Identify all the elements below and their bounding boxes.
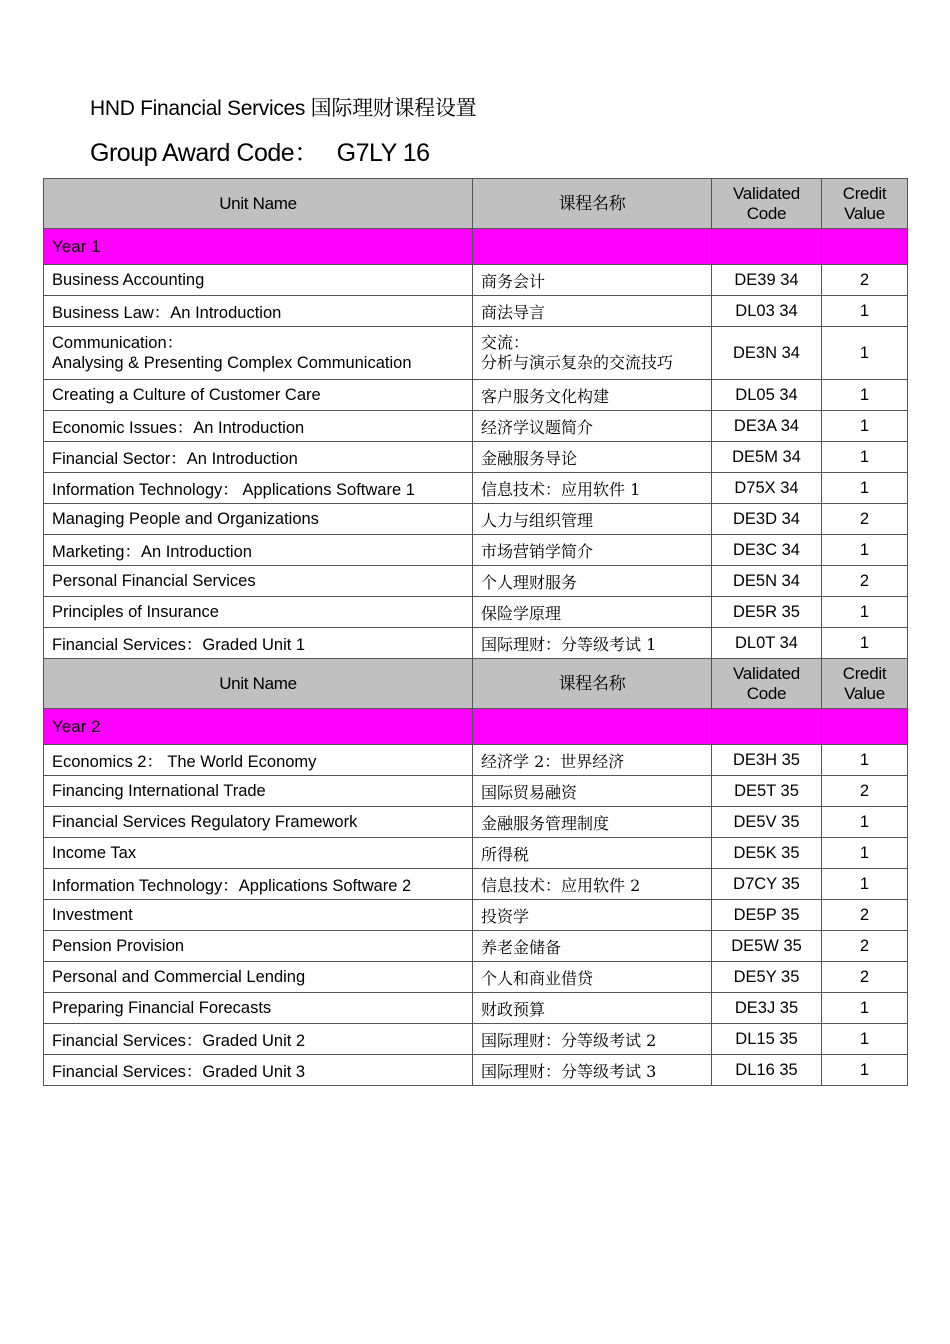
unit-name-line: Communication：	[52, 334, 184, 352]
credit-value-cell: 2	[822, 962, 908, 993]
credit-value-cell: 1	[822, 1055, 908, 1086]
course-name-cell: 养老金储备	[473, 931, 712, 962]
course-name-cell	[473, 327, 712, 380]
unit-name-cell: Financial Services：Graded Unit 3	[44, 1055, 473, 1086]
year-section-row	[44, 229, 908, 265]
course-name-cell: 国际理财：分等级考试 3	[473, 1055, 712, 1086]
validated-code-cell: DL15 35	[712, 1024, 822, 1055]
unit-name-cell: Income Tax	[44, 838, 473, 869]
table-row	[44, 380, 908, 411]
course-name-cell: 所得税	[473, 838, 712, 869]
year-blank-cell	[473, 229, 712, 265]
validated-code-cell: DL16 35	[712, 1055, 822, 1086]
table-row	[44, 473, 908, 504]
validated-code-cell: DE3J 35	[712, 993, 822, 1024]
credit-value-cell: 2	[822, 265, 908, 296]
unit-name-cell: Economics 2： The World Economy	[44, 745, 473, 776]
course-name-cell: 商务会计	[473, 265, 712, 296]
course-name-cell: 金融服务管理制度	[473, 807, 712, 838]
credit-value-cell: 2	[822, 566, 908, 597]
table-row	[44, 535, 908, 566]
unit-name-cell: Information Technology： Applications Software 1	[44, 473, 473, 504]
course-name-cell: 人力与组织管理	[473, 504, 712, 535]
table-row	[44, 838, 908, 869]
table-row	[44, 745, 908, 776]
course-name-cell: 信息技术：应用软件 1	[473, 473, 712, 504]
course-name-cell: 财政预算	[473, 993, 712, 1024]
credit-value-cell: 2	[822, 931, 908, 962]
year-blank-cell	[473, 709, 712, 745]
table-row	[44, 265, 908, 296]
course-name-line: 交流：	[481, 333, 530, 352]
credit-value-cell: 1	[822, 597, 908, 628]
validated-code-cell: DE39 34	[712, 265, 822, 296]
table-row	[44, 962, 908, 993]
credit-value-cell: 1	[822, 296, 908, 327]
validated-code-cell: DE5V 35	[712, 807, 822, 838]
validated-code-cell: DE5P 35	[712, 900, 822, 931]
course-name-cell: 个人和商业借贷	[473, 962, 712, 993]
course-name-cell: 客户服务文化构建	[473, 380, 712, 411]
table-row	[44, 776, 908, 807]
year-blank-cell	[822, 229, 908, 265]
unit-name-cell: Personal Financial Services	[44, 566, 473, 597]
credit-value-cell: 2	[822, 900, 908, 931]
table-row	[44, 411, 908, 442]
course-name-cell: 经济学 2：世界经济	[473, 745, 712, 776]
course-name-cell: 国际理财：分等级考试 1	[473, 628, 712, 659]
credit-value-cell: 2	[822, 504, 908, 535]
table-header-row	[44, 179, 908, 229]
credit-value-cell: 1	[822, 442, 908, 473]
credit-value-cell: 1	[822, 869, 908, 900]
header-validated-code: Validated Code	[712, 179, 822, 229]
validated-code-cell: DE3A 34	[712, 411, 822, 442]
validated-code-cell: DE5W 35	[712, 931, 822, 962]
table-row	[44, 597, 908, 628]
credit-value-cell: 2	[822, 776, 908, 807]
unit-name-line: Analysing & Presenting Complex Communication	[52, 354, 412, 372]
unit-name-cell: Investment	[44, 900, 473, 931]
course-name-cell: 保险学原理	[473, 597, 712, 628]
unit-name-cell: Principles of Insurance	[44, 597, 473, 628]
unit-name-cell: Pension Provision	[44, 931, 473, 962]
year-blank-cell	[712, 709, 822, 745]
document-title: HND Financial Services 国际理财课程设置	[90, 97, 477, 120]
course-name-cell: 金融服务导论	[473, 442, 712, 473]
table-row	[44, 566, 908, 597]
validated-code-cell: DE5M 34	[712, 442, 822, 473]
course-name-cell: 投资学	[473, 900, 712, 931]
unit-name-cell: Economic Issues：An Introduction	[44, 411, 473, 442]
validated-code-cell: DE3H 35	[712, 745, 822, 776]
credit-value-cell: 1	[822, 745, 908, 776]
unit-name-cell: Personal and Commercial Lending	[44, 962, 473, 993]
validated-code-cell: DL05 34	[712, 380, 822, 411]
year-section-row	[44, 709, 908, 745]
unit-name-cell: Managing People and Organizations	[44, 504, 473, 535]
unit-name-cell	[44, 327, 473, 380]
course-name-cell: 国际理财：分等级考试 2	[473, 1024, 712, 1055]
validated-code-cell: DE5N 34	[712, 566, 822, 597]
credit-value-cell: 1	[822, 411, 908, 442]
header-unit-name: Unit Name	[44, 179, 473, 229]
course-name-cell: 市场营销学简介	[473, 535, 712, 566]
group-award-code-line	[90, 133, 430, 169]
unit-name-cell: Preparing Financial Forecasts	[44, 993, 473, 1024]
validated-code-cell: D75X 34	[712, 473, 822, 504]
course-name-cell: 经济学议题简介	[473, 411, 712, 442]
table-row	[44, 869, 908, 900]
table-header-row	[44, 659, 908, 709]
header-credit-value: Credit Value	[822, 179, 908, 229]
header-credit-value: Credit Value	[822, 659, 908, 709]
credit-value-cell: 1	[822, 1024, 908, 1055]
validated-code-cell: DE3C 34	[712, 535, 822, 566]
credit-value-cell: 1	[822, 473, 908, 504]
table-row	[44, 1055, 908, 1086]
table-row	[44, 504, 908, 535]
credit-value-cell: 1	[822, 327, 908, 380]
validated-code-cell: DE5Y 35	[712, 962, 822, 993]
credit-value-cell: 1	[822, 380, 908, 411]
year-blank-cell	[712, 229, 822, 265]
unit-name-cell: Financial Services Regulatory Framework	[44, 807, 473, 838]
unit-name-cell: Financial Services：Graded Unit 2	[44, 1024, 473, 1055]
course-name-cell: 个人理财服务	[473, 566, 712, 597]
credit-value-cell: 1	[822, 993, 908, 1024]
course-name-cell: 国际贸易融资	[473, 776, 712, 807]
table-row	[44, 327, 908, 380]
header-validated-code: Validated Code	[712, 659, 822, 709]
validated-code-cell: DE5R 35	[712, 597, 822, 628]
unit-name-cell: Business Accounting	[44, 265, 473, 296]
course-name-line: 分析与演示复杂的交流技巧	[481, 353, 674, 372]
course-table-body	[44, 179, 908, 1086]
year-label: Year 1	[44, 229, 473, 265]
header-unit-name: Unit Name	[44, 659, 473, 709]
award-code-value: G7LY 16	[336, 139, 430, 167]
table-row	[44, 1024, 908, 1055]
validated-code-cell: DE3N 34	[712, 327, 822, 380]
header-course-name: 课程名称	[473, 659, 712, 709]
validated-code-cell: D7CY 35	[712, 869, 822, 900]
credit-value-cell: 1	[822, 838, 908, 869]
unit-name-cell: Information Technology：Applications Software 2	[44, 869, 473, 900]
table-row	[44, 628, 908, 659]
unit-name-cell: Financial Sector：An Introduction	[44, 442, 473, 473]
unit-name-cell: Creating a Culture of Customer Care	[44, 380, 473, 411]
course-name-cell: 商法导言	[473, 296, 712, 327]
course-name-cell: 信息技术：应用软件 2	[473, 869, 712, 900]
year-blank-cell	[822, 709, 908, 745]
validated-code-cell: DE3D 34	[712, 504, 822, 535]
unit-name-cell: Business Law：An Introduction	[44, 296, 473, 327]
table-row	[44, 807, 908, 838]
table-row	[44, 931, 908, 962]
validated-code-cell: DE5K 35	[712, 838, 822, 869]
credit-value-cell: 1	[822, 535, 908, 566]
table-row	[44, 442, 908, 473]
validated-code-cell: DL0T 34	[712, 628, 822, 659]
credit-value-cell: 1	[822, 807, 908, 838]
award-code-label: Group Award Code：	[90, 139, 319, 167]
course-table	[43, 178, 908, 1086]
unit-name-cell: Marketing：An Introduction	[44, 535, 473, 566]
table-row	[44, 900, 908, 931]
validated-code-cell: DE5T 35	[712, 776, 822, 807]
credit-value-cell: 1	[822, 628, 908, 659]
unit-name-cell: Financing International Trade	[44, 776, 473, 807]
header-course-name: 课程名称	[473, 179, 712, 229]
table-row	[44, 296, 908, 327]
year-label: Year 2	[44, 709, 473, 745]
unit-name-cell: Financial Services：Graded Unit 1	[44, 628, 473, 659]
table-row	[44, 993, 908, 1024]
validated-code-cell: DL03 34	[712, 296, 822, 327]
